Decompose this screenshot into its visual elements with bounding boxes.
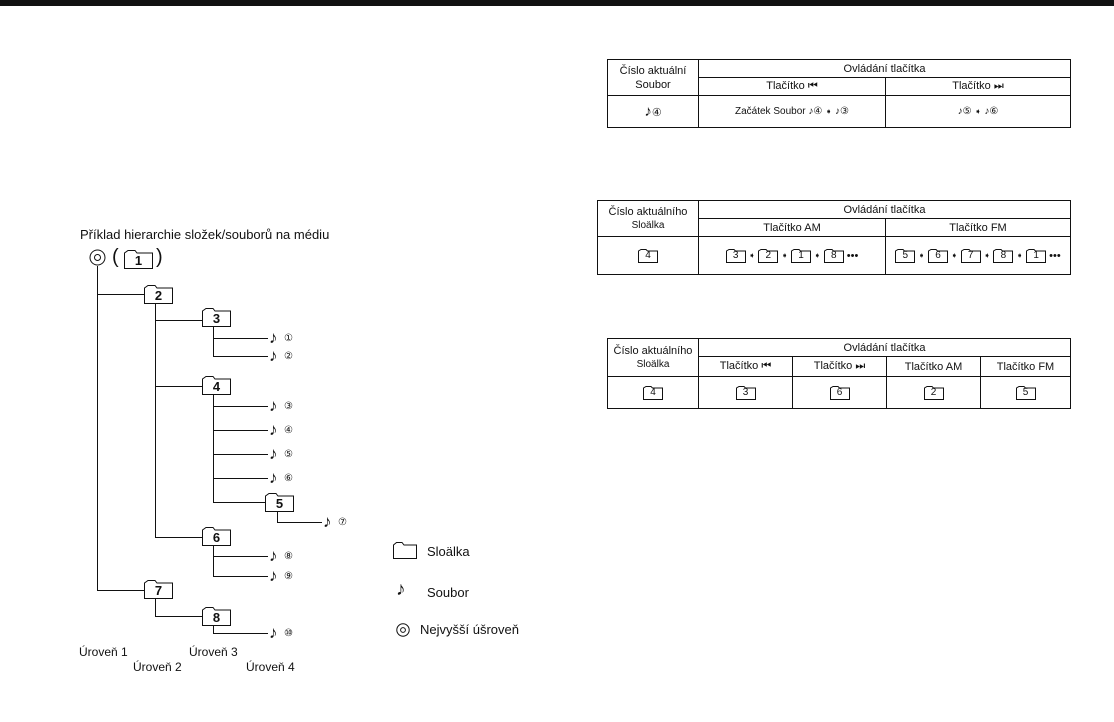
file-4: ④: [284, 425, 293, 436]
header-current-folder: Číslo aktuálního Sloälka: [608, 339, 699, 377]
folder-icon-6: 6: [202, 527, 231, 546]
music-note-icon: ♪: [269, 623, 278, 642]
am-result-cell: [887, 377, 981, 409]
legend-top-label: Nejvyšší úšroveň: [420, 622, 519, 637]
folder-icon: 7: [961, 249, 981, 263]
header-control: Ovládání tlačítka: [699, 339, 1071, 357]
folder-icon-4: 4: [202, 376, 231, 395]
header-next-button: Tlačítko ⏭: [793, 357, 887, 377]
header-control: Ovládání tlačítka: [699, 201, 1071, 219]
folder-icon-3: 3: [202, 308, 231, 327]
current-folder-cell: [608, 377, 699, 409]
music-note-icon: ♪: [269, 546, 278, 565]
music-note-icon: ♪: [269, 328, 278, 347]
file-6: ⑥: [284, 473, 293, 484]
legend-folder-label: Sloälka: [427, 544, 470, 559]
level-3-label: Úroveň 3: [189, 645, 238, 659]
diagram-title: Příklad hierarchie složek/souborů na médiu: [80, 227, 330, 242]
fm-sequence-cell: 5 ➧ 6 ➧ 7 ➧ 8 ➧ 1 •••: [886, 237, 1071, 275]
folder-icon: 2: [758, 249, 778, 263]
folder-icon: 1: [1026, 249, 1046, 263]
folder-icon: 5: [895, 249, 915, 263]
disc-icon: [89, 249, 106, 266]
music-note-icon: ♪: [323, 512, 332, 531]
header-am-button: Tlačítko AM: [699, 219, 886, 237]
folder-icon: 8: [993, 249, 1013, 263]
file-2: ②: [284, 351, 293, 362]
legend-file-label: Soubor: [427, 585, 469, 600]
file-9: ⑨: [284, 571, 293, 582]
music-note-icon: ♪: [269, 420, 278, 439]
music-note-icon: ♪: [269, 468, 278, 487]
folder-icon: 4: [643, 386, 663, 400]
folder-icon: 2: [924, 386, 944, 400]
folder-all-buttons-table: [607, 338, 1071, 409]
folder-icon: 6: [830, 386, 850, 400]
folder-icon: [393, 542, 417, 559]
paren-close: ): [156, 246, 163, 268]
folder-am-fm-table: [597, 200, 1071, 275]
file-3: ③: [284, 401, 293, 412]
am-sequence-cell: 3 ➧ 2 ➧ 1 ➧ 8 •••: [699, 237, 886, 275]
paren-open: (: [112, 246, 119, 268]
folder-icon: 6: [928, 249, 948, 263]
header-next-button: Tlačítko ⏭: [886, 78, 1071, 96]
level-4-label: Úroveň 4: [246, 660, 295, 674]
current-folder-cell: [598, 237, 699, 275]
folder-icon-2: 2: [144, 285, 173, 304]
file-1: ①: [284, 333, 293, 344]
header-current-folder: Číslo aktuálního Sloälka: [598, 201, 699, 237]
top-border: [0, 0, 1114, 6]
header-fm-button: Tlačítko FM: [981, 357, 1071, 377]
level-2-label: Úroveň 2: [133, 660, 182, 674]
folder-icon-7: 7: [144, 580, 173, 599]
header-control: Ovládání tlačítka: [699, 60, 1071, 78]
prev-result-cell: [699, 377, 793, 409]
file-10: ⑩: [284, 628, 293, 639]
file-7: ⑦: [338, 517, 347, 528]
header-am-button: Tlačítko AM: [887, 357, 981, 377]
folder-icon-5: 5: [265, 493, 294, 512]
folder-icon: 5: [1016, 386, 1036, 400]
folder-icon: 3: [726, 249, 746, 263]
header-fm-button: Tlačítko FM: [886, 219, 1071, 237]
next-result-cell: [793, 377, 887, 409]
folder-icon: 8: [824, 249, 844, 263]
music-note-icon: ♪: [269, 346, 278, 365]
file-5: ⑤: [284, 449, 293, 460]
header-prev-button: Tlačítko ⏮: [699, 78, 886, 96]
header-current-file: Číslo aktuální Soubor: [608, 60, 699, 96]
header-prev-button: Tlačítko ⏮: [699, 357, 793, 377]
current-file-cell: ♪④: [608, 96, 699, 128]
prev-action-cell: Začátek Soubor ♪④ ➧ ♪③: [699, 96, 886, 128]
file-8: ⑧: [284, 551, 293, 562]
music-note-icon: ♪: [269, 396, 278, 415]
folder-icon-8: 8: [202, 607, 231, 626]
file-navigation-table: [607, 59, 1071, 128]
folder-icon-root: 1: [124, 250, 153, 269]
next-action-cell: ♪⑤ ➧ ♪⑥: [886, 96, 1071, 128]
folder-icon: 4: [638, 249, 658, 263]
folder-icon: 3: [736, 386, 756, 400]
fm-result-cell: [981, 377, 1071, 409]
disc-icon: [396, 623, 410, 637]
music-note-icon: ♪: [396, 579, 406, 600]
level-1-label: Úroveň 1: [79, 645, 128, 659]
music-note-icon: ♪: [269, 566, 278, 585]
music-note-icon: ♪: [269, 444, 278, 463]
folder-icon: 1: [791, 249, 811, 263]
